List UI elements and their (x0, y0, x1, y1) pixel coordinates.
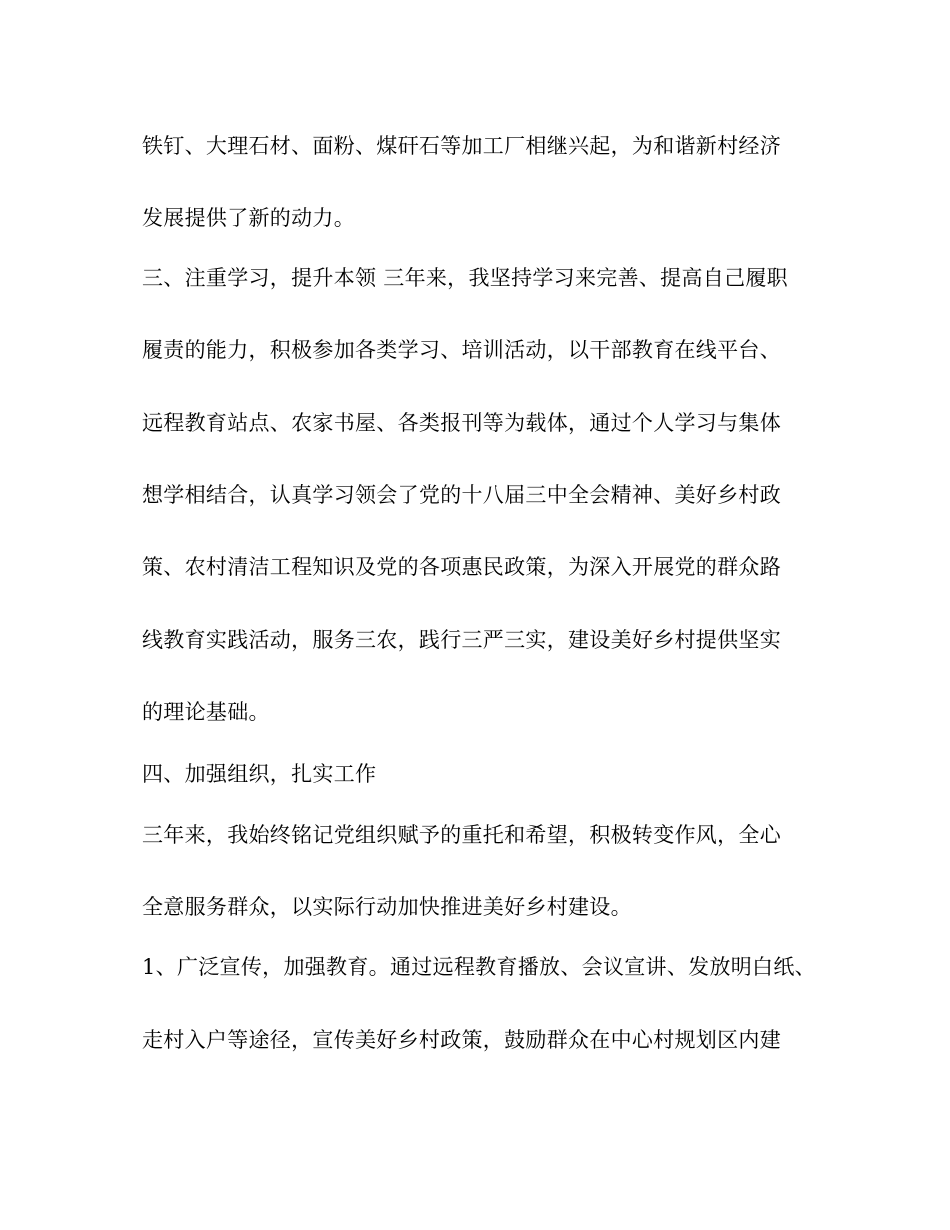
text-line-12: 全意服务群众，以实际行动加快推进美好乡村建设。 (142, 895, 632, 919)
text-line-11: 三年来，我始终铭记党组织赋予的重托和希望，积极转变作风，全心 (142, 823, 781, 847)
text-line-9: 的理论基础。 (142, 700, 270, 724)
text-line-2: 发展提供了新的动力。 (142, 206, 355, 230)
text-line-1: 铁钉、大理石材、面粉、煤矸石等加工厂相继兴起，为和谐新村经济 (142, 134, 781, 158)
text-line-14: 走村入户等途径，宣传美好乡村政策，鼓励群众在中心村规划区内建 (142, 1028, 781, 1052)
text-line-7: 策、农村清洁工程知识及党的各项惠民政策，为深入开展党的群众路 (142, 555, 781, 579)
text-line-13: 1、广泛宣传，加强教育。通过远程教育播放、会议宣讲、发放明白纸、 (142, 955, 816, 979)
section-heading-3: 三、注重学习，提升本领 三年来，我坚持学习来完善、提高自己履职 (142, 266, 788, 290)
text-line-8: 线教育实践活动，服务三农，践行三严三实，建设美好乡村提供坚实 (142, 628, 781, 652)
text-line-6: 想学相结合，认真学习领会了党的十八届三中全会精神、美好乡村政 (142, 483, 781, 507)
text-line-4: 履责的能力，积极参加各类学习、培训活动，以干部教育在线平台、 (142, 338, 781, 362)
section-heading-4: 四、加强组织，扎实工作 (142, 762, 377, 786)
text-line-5: 远程教育站点、农家书屋、各类报刊等为载体，通过个人学习与集体 (142, 411, 781, 435)
